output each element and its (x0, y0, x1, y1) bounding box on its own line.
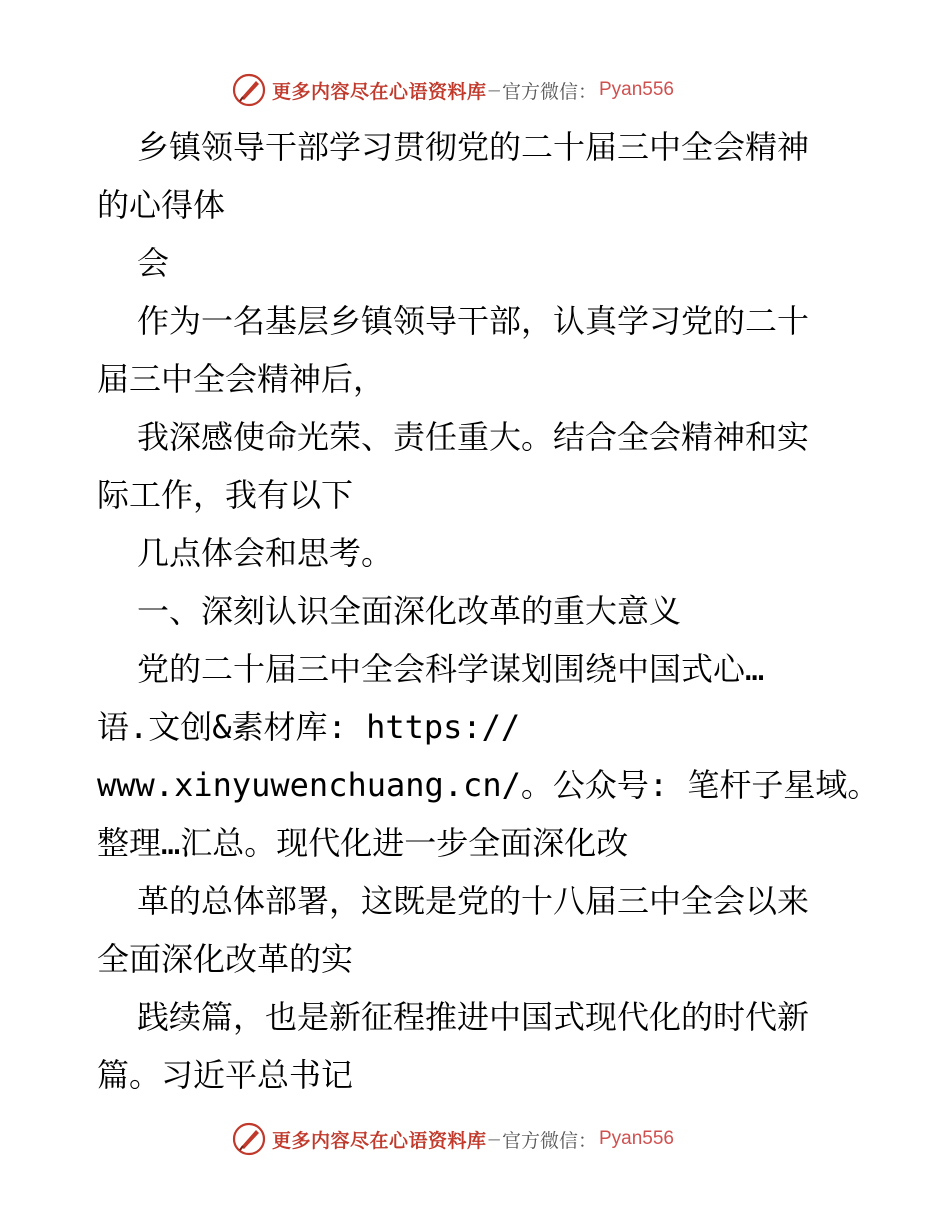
text-line: 整理…汇总。现代化进一步全面深化改 (97, 824, 629, 862)
text-line: www.xinyuwenchuang.cn/。公众号: 笔杆子星域。 (97, 766, 880, 804)
banner-wechat-label: 官方微信： (501, 80, 597, 103)
section-heading: 一、深刻认识全面深化改革的重大意义 (137, 592, 682, 630)
text-line: 几点体会和思考。 (137, 534, 394, 572)
banner-wechat-id: Pyan556 (598, 1128, 674, 1149)
banner-dash: — (488, 79, 500, 101)
banner-title: 更多内容尽在心语资料库 (272, 1129, 487, 1152)
banner-dash: — (488, 1128, 500, 1150)
text-line: 篇。习近平总书记 (97, 1056, 354, 1094)
text-line: 党的二十届三中全会科学谋划围绕中国式心… (137, 650, 765, 688)
text-line-title-2: 的心得体 (97, 186, 226, 224)
banner-wechat-id: Pyan556 (598, 79, 674, 100)
text-line: 作为一名基层乡镇领导干部，认真学习党的二十 (137, 302, 810, 340)
text-line: 我深感使命光荣、责任重大。结合全会精神和实 (137, 418, 810, 456)
text-line: 届三中全会精神后， (97, 360, 386, 398)
quill-pen-logo-icon (232, 1122, 266, 1156)
banner-title: 更多内容尽在心语资料库 (272, 80, 487, 103)
header-banner (232, 72, 674, 108)
text-line: 语.文创&素材库: https:// (97, 708, 521, 746)
text-line-title-3: 会 (137, 244, 170, 282)
text-line: 全面深化改革的实 (97, 940, 354, 978)
banner-wechat-label: 官方微信： (501, 1129, 597, 1152)
footer-banner (232, 1121, 674, 1157)
text-line: 践续篇，也是新征程推进中国式现代化的时代新 (137, 998, 810, 1036)
quill-pen-logo-icon (232, 73, 266, 107)
text-line: 际工作，我有以下 (97, 476, 354, 514)
text-line-title-1: 乡镇领导干部学习贯彻党的二十届三中全会精神 (137, 128, 810, 166)
text-line: 革的总体部署，这既是党的十八届三中全会以来 (137, 882, 810, 920)
